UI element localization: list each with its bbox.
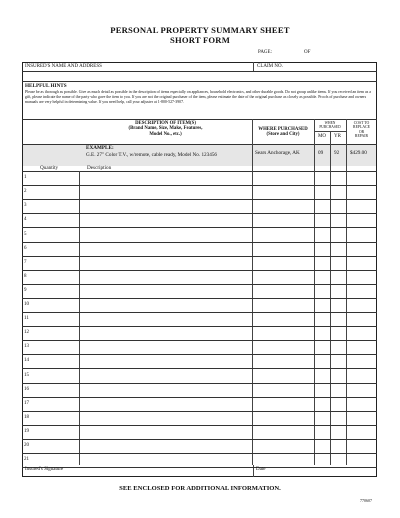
date-field[interactable]	[275, 466, 375, 476]
page-label: PAGE:	[258, 50, 272, 55]
row-number: 17	[24, 400, 29, 406]
item-row-field[interactable]	[80, 426, 376, 438]
item-row-field[interactable]	[80, 398, 376, 410]
claim-number-field[interactable]	[255, 71, 375, 81]
example-label: EXAMPLE:	[86, 145, 114, 151]
signature-field[interactable]	[80, 466, 250, 476]
item-row-field[interactable]	[80, 228, 376, 240]
item-row-field[interactable]	[80, 313, 376, 325]
item-row-field[interactable]	[80, 186, 376, 198]
item-row-field[interactable]	[80, 299, 376, 311]
description-header: DESCRIPTION OF ITEM(S) (Brand Name, Size, Make, Features, Model No., etc.)	[128, 121, 203, 137]
date-label: Date	[256, 467, 266, 472]
item-row-field[interactable]	[80, 243, 376, 255]
item-row-field[interactable]	[80, 454, 376, 466]
item-row-field[interactable]	[80, 440, 376, 452]
helpful-hints-text: Please be as thorough as possible. Give as much detail as possible in the description of items especially on appliances, household electronics, and other durable goods. Do not group unlike items. If you received an item as a gift, please indicate the name of the party who gave the item to you. If you are not the original purchaser of the item, please estimate the date of the original purchase as closely as possible. Proofs of purchase and owners manuals are very helpful in determining value. If you need help, call your adjuster at 1-800-527-3907.	[25, 90, 371, 104]
quantity-column-label: Quantity	[40, 165, 59, 171]
signature-label: Insured's Signature	[25, 467, 64, 472]
row-number: 12	[24, 330, 29, 336]
description-column-label: Description	[87, 165, 112, 171]
row-number: 21	[24, 457, 29, 463]
row-number: 11	[24, 316, 29, 322]
item-row-field[interactable]	[80, 355, 376, 367]
row-number: 13	[24, 344, 29, 350]
row-number: 5	[24, 231, 27, 237]
row-number: 2	[24, 189, 27, 195]
item-row-field[interactable]	[80, 384, 376, 396]
year-header: YR	[334, 134, 341, 139]
claim-number-label: CLAIM NO.	[257, 64, 283, 69]
row-number: 18	[24, 414, 29, 420]
item-row-field[interactable]	[80, 327, 376, 339]
item-row-field[interactable]	[80, 285, 376, 297]
item-row-field[interactable]	[80, 412, 376, 424]
month-header: MO	[317, 134, 327, 139]
item-row-field[interactable]	[80, 200, 376, 212]
example-description: G.E. 27" Color T.V., w/remote, cable ready, Model No. 123456	[86, 152, 218, 158]
row-number: 8	[24, 273, 27, 279]
item-row-field[interactable]	[80, 369, 376, 381]
row-number: 1	[24, 175, 27, 181]
item-row-field[interactable]	[80, 172, 376, 184]
where-purchased-header: WHERE PURCHASED (Store and City)	[258, 127, 308, 138]
rule-line	[253, 62, 254, 71]
row-number: 20	[24, 443, 29, 448]
insured-name-address-label: INSURED'S NAME AND ADDRESS	[25, 64, 102, 69]
row-number: 10	[24, 302, 29, 307]
form-subtitle: SHORT FORM	[169, 35, 231, 45]
form-number: 770607	[360, 498, 372, 503]
when-purchased-header: WHEN PURCHASED	[319, 121, 341, 129]
cost-header: COST TO REPLACE OR REPAIR	[353, 121, 370, 139]
example-cost: $429.00	[350, 150, 367, 156]
example-year: 92	[334, 150, 340, 156]
item-row-field[interactable]	[80, 341, 376, 353]
insured-name-address-field[interactable]	[24, 71, 252, 81]
row-number: 3	[24, 203, 27, 209]
form-title: PERSONAL PROPERTY SUMMARY SHEET	[110, 25, 290, 35]
row-number: 7	[24, 259, 27, 265]
rule-line	[22, 119, 377, 120]
row-number: 16	[24, 386, 29, 392]
row-number: 6	[24, 245, 27, 251]
rule-line	[22, 71, 377, 72]
example-where: Sears Anchorage, AK	[255, 150, 300, 156]
row-number: 14	[24, 358, 29, 364]
item-row-field[interactable]	[80, 214, 376, 226]
helpful-hints-title: HELPFUL HINTS	[25, 83, 67, 89]
of-label: OF	[304, 50, 311, 55]
footer-note: SEE ENCLOSED FOR ADDITIONAL INFORMATION.	[119, 485, 281, 492]
row-number: 19	[24, 428, 29, 434]
example-month: 09	[318, 150, 324, 156]
rule-line	[22, 81, 377, 82]
row-number: 9	[24, 287, 27, 293]
rule-line	[22, 144, 377, 145]
row-number: 15	[24, 372, 29, 378]
item-row-field[interactable]	[80, 271, 376, 283]
item-row-field[interactable]	[80, 257, 376, 269]
row-number: 4	[24, 217, 27, 223]
